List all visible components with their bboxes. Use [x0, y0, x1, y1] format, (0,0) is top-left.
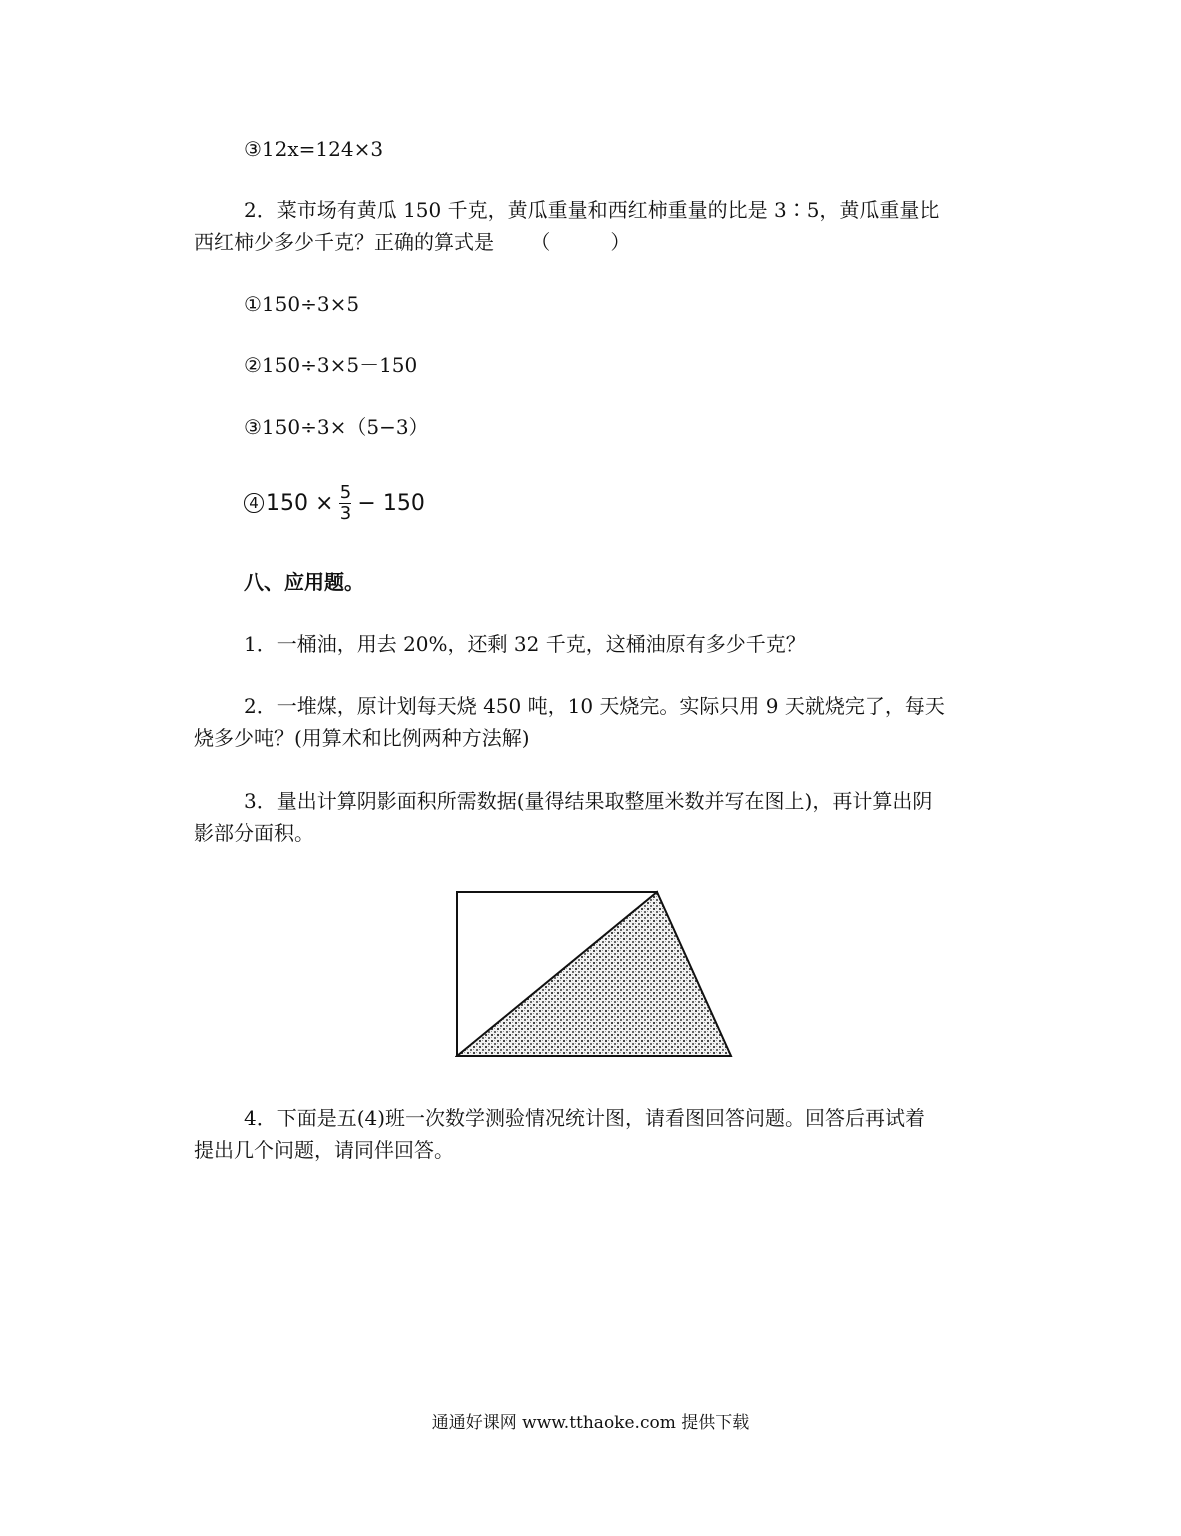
option-4-marker: 4	[244, 493, 264, 513]
application-3-line-1: 3．量出计算阴影面积所需数据(量得结果取整厘米数并写在图上)，再计算出阴	[244, 789, 933, 813]
fraction-numerator: 5	[339, 481, 352, 503]
application-1: 1．一桶油，用去 20%，还剩 32 千克，这桶油原有多少千克？	[244, 632, 806, 656]
formula-lead: 150 ×	[266, 490, 334, 516]
option-3-prev: ③12x=124×3	[244, 137, 384, 161]
section-heading: 八、应用题。	[244, 570, 364, 594]
application-2-line-2: 烧多少吨？(用算术和比例两种方法解)	[194, 726, 530, 750]
fraction	[339, 483, 351, 524]
option-4-formula	[244, 478, 425, 528]
question-2-text: 西红柿少多少千克？正确的算式是	[194, 230, 494, 254]
footer-text: 通通好课网 www.tthaoke.com 提供下载	[431, 1413, 750, 1433]
application-4-line-2: 提出几个问题，请同伴回答。	[194, 1138, 454, 1162]
shaded-area-figure	[455, 890, 735, 1060]
shaded-triangle	[457, 892, 731, 1056]
formula-tail: − 150	[357, 490, 425, 516]
option-3: ③150÷3×（5−3）	[244, 415, 429, 439]
question-2-line-2	[194, 228, 630, 256]
option-1: ①150÷3×5	[244, 292, 360, 316]
answer-blank: （ ）	[530, 230, 631, 254]
application-4-line-1: 4．下面是五(4)班一次数学测验情况统计图，请看图回答问题。回答后再试着	[244, 1106, 926, 1130]
application-3-line-2: 影部分面积。	[194, 821, 314, 845]
option-2: ②150÷3×5－150	[244, 353, 418, 377]
fraction-denominator: 3	[339, 502, 352, 524]
application-2-line-1: 2．一堆煤，原计划每天烧 450 吨，10 天烧完。实际只用 9 天就烧完了，每天	[244, 694, 945, 718]
question-2-line-1: 2．菜市场有黄瓜 150 千克，黄瓜重量和西红柿重量的比是 3∶5，黄瓜重量比	[244, 198, 940, 222]
